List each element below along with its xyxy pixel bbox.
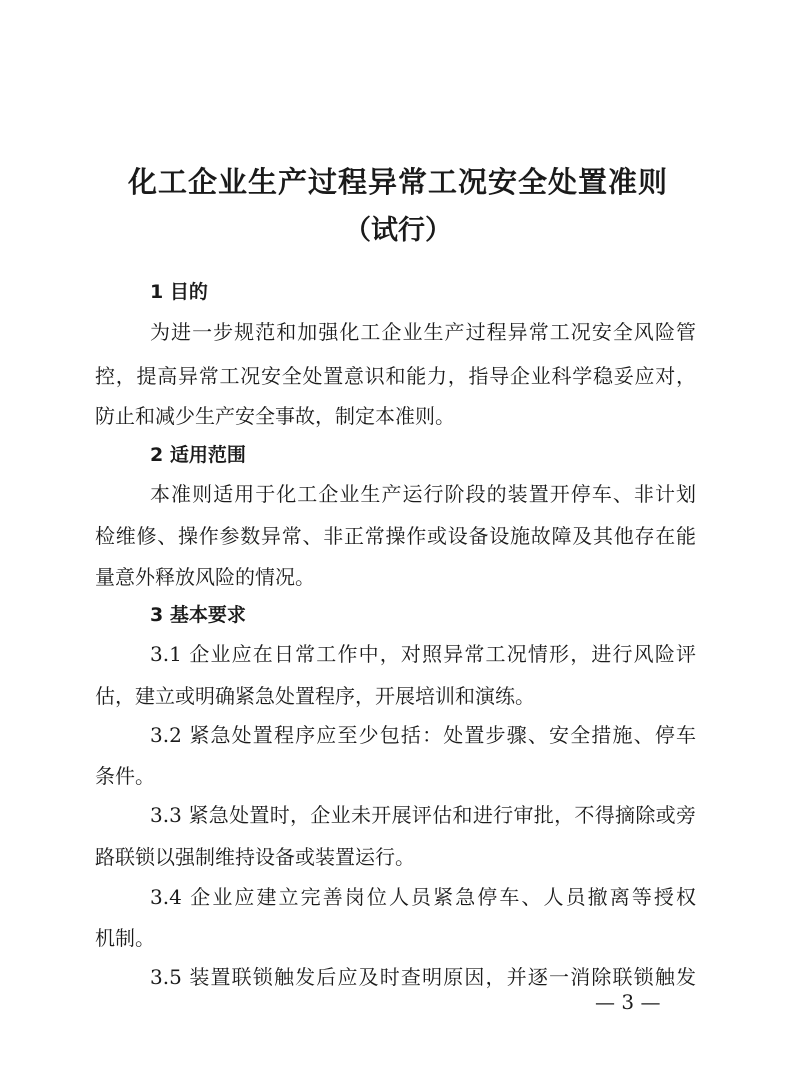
clause-line: 3.3 紧急处置时，企业未开展评估和进行审批，不得摘除或旁 — [150, 803, 696, 827]
clause-line: 机制。 — [95, 926, 155, 950]
paragraph-line: 本准则适用于化工企业生产运行阶段的装置开停车、非计划 — [150, 482, 696, 506]
paragraph-line: 量意外释放风险的情况。 — [95, 565, 315, 589]
page-number: — 3 — — [595, 990, 661, 1014]
clause-line: 路联锁以强制维持设备或装置运行。 — [95, 845, 415, 869]
paragraph-line: 检维修、操作参数异常、非正常操作或设备设施故障及其他存在能 — [95, 524, 696, 548]
clause-line: 条件。 — [95, 764, 155, 788]
paragraph-line: 防止和减少生产安全事故，制定本准则。 — [95, 404, 455, 428]
paragraph-line: 为进一步规范和加强化工企业生产过程异常工况安全风险管 — [150, 320, 696, 344]
section-heading: 3 基本要求 — [150, 604, 246, 626]
section-heading: 1 目的 — [150, 281, 208, 303]
clause-line: 3.2 紧急处置程序应至少包括：处置步骤、安全措施、停车 — [150, 723, 696, 747]
paragraph-line: 控，提高异常工况安全处置意识和能力，指导企业科学稳妥应对， — [95, 364, 696, 388]
document-title: 化工企业生产过程异常工况安全处置准则 — [127, 165, 668, 199]
clause-line: 3.5 装置联锁触发后应及时查明原因，并逐一消除联锁触发 — [150, 965, 696, 989]
clause-line: 3.4 企业应建立完善岗位人员紧急停车、人员撤离等授权 — [150, 885, 696, 909]
clause-line: 估，建立或明确紧急处置程序，开展培训和演练。 — [95, 684, 535, 708]
document-subtitle: （试行） — [344, 215, 452, 246]
clause-line: 3.1 企业应在日常工作中，对照异常工况情形，进行风险评 — [150, 642, 696, 666]
section-heading: 2 适用范围 — [150, 444, 246, 466]
